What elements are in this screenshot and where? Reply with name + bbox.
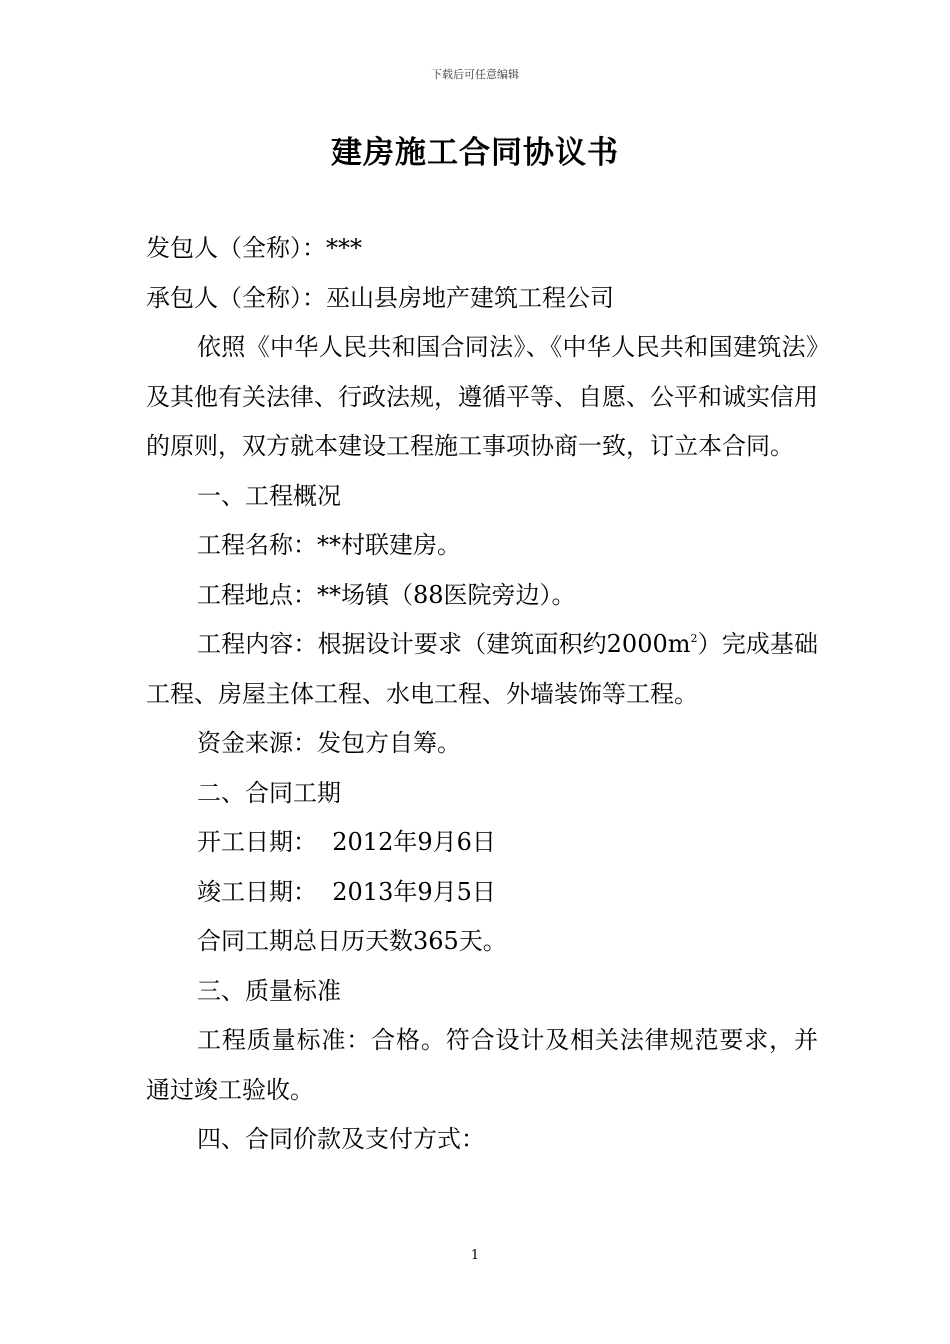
end-date: 竣工日期： 2013年9月5日 xyxy=(197,877,496,906)
duration: 合同工期总日历天数365天。 xyxy=(197,927,507,955)
project-content xyxy=(146,620,818,719)
area-unit-superscript: 2 xyxy=(690,632,698,645)
document-body xyxy=(146,224,818,1165)
start-date: 开工日期： 2012年9月6日 xyxy=(197,828,496,856)
party-a-line: 发包人（全称）：*** xyxy=(146,234,362,262)
document-title: 建房施工合同协议书 xyxy=(331,135,619,171)
project-location: 工程地点：**场镇（88医院旁边）。 xyxy=(197,580,576,609)
section-2-heading: 二、合同工期 xyxy=(197,778,341,807)
header-note: 下载后可任意编辑 xyxy=(431,68,519,81)
section-4-heading: 四、合同价款及支付方式： xyxy=(197,1125,485,1153)
section-1-heading: 一、工程概况 xyxy=(197,481,341,510)
funding-source: 资金来源：发包方自筹。 xyxy=(197,729,461,757)
section-3-heading: 三、质量标准 xyxy=(197,976,341,1005)
project-content-prefix: 工程内容：根据设计要求（建筑面积约2000m xyxy=(197,630,691,658)
project-name: 工程名称：**村联建房。 xyxy=(197,531,461,559)
page-number: 1 xyxy=(470,1248,480,1263)
party-b-line: 承包人（全称）：巫山县房地产建筑工程公司 xyxy=(146,283,614,312)
quality-standard: 工程质量标准：合格。符合设计及相关法律规范要求，并通过竣工验收。 xyxy=(146,1026,818,1104)
preamble-paragraph: 依照《中华人民共和国合同法》、《中华人民共和国建筑法》及其他有关法律、行政法规，遵循平等、自愿、公平和诚实信用的原则，双方就本建设工程施工事项协商一致，订立本合同。 xyxy=(146,333,818,460)
project-content-suffix: ）完成基础工程、房屋主体工程、水电工程、外墙装饰等工程。 xyxy=(146,630,819,708)
